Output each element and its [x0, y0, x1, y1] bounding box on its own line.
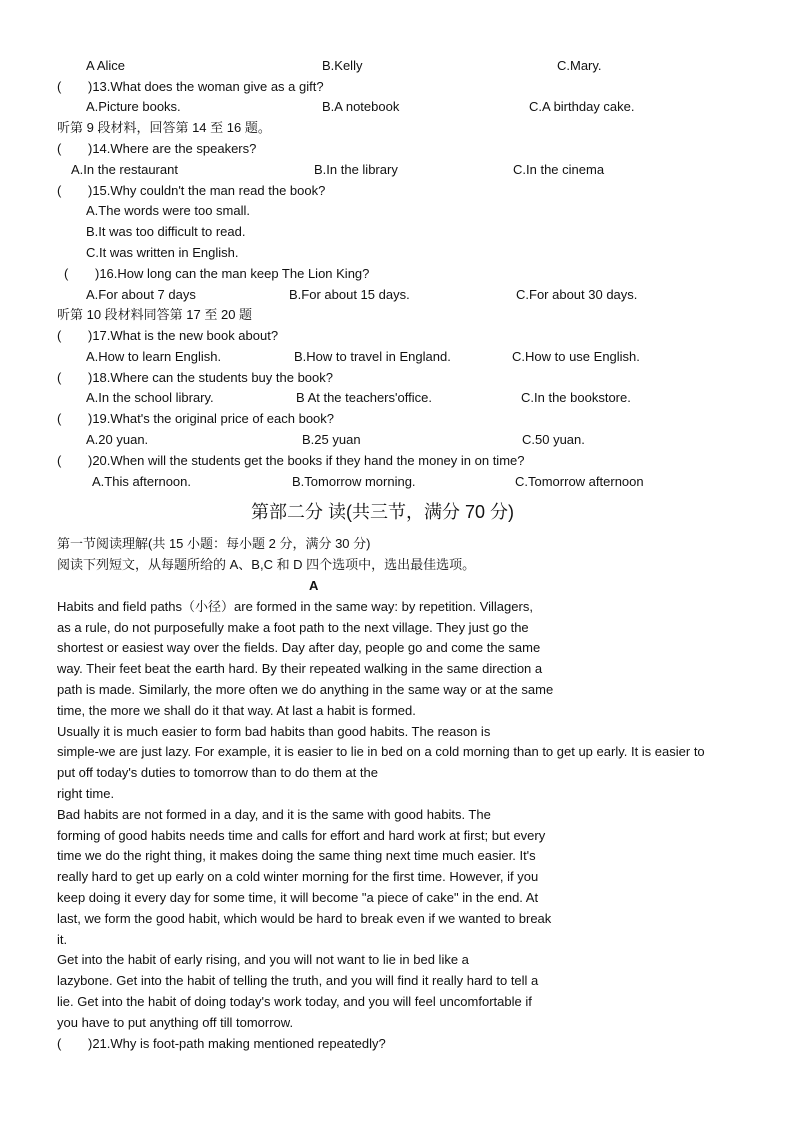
answer-paren: ( [57, 328, 62, 343]
question-text: )19.What's the original price of each book? [88, 411, 335, 426]
part-2-title: 第部二分 读(共三节，满分 70 分) [251, 502, 515, 522]
answer-paren: ( [57, 1036, 62, 1051]
option-b: B.25 yuan [302, 432, 361, 447]
passage-line: forming of good habits needs time and calls for effort and hard work at first; but every [57, 828, 546, 843]
passage-line: lazybone. Get into the habit of telling the truth, and you will find it really hard to tell a [57, 973, 539, 988]
option-a: A.This afternoon. [92, 474, 191, 489]
passage-line: Habits and field paths（小径）are formed in the same way: by repetition. Villagers, [57, 599, 533, 614]
answer-paren: ( [57, 141, 62, 156]
passage-line: time, the more we shall do it that way. At last a habit is formed. [57, 703, 416, 718]
passage-line: it. [57, 932, 68, 947]
answer-paren: ( [57, 411, 62, 426]
passage-line: put off today's duties to tomorrow than to do them at the [57, 765, 378, 780]
reading-instructions: 阅读下列短文，从每题所给的 A、B,C 和 D 四个选项中，选出最佳选项。 [57, 557, 476, 572]
answer-paren: ( [57, 79, 62, 94]
option-c: C.In the bookstore. [521, 390, 631, 405]
option-a: A.20 yuan. [86, 432, 149, 447]
passage-line: path is made. Similarly, the more often we do anything in the same way or at the same [57, 682, 554, 697]
option-c: C.How to use English. [512, 349, 640, 364]
answer-paren: ( [57, 183, 62, 198]
passage-line: really hard to get up early on a cold winter morning for the first time. However, if you [57, 869, 539, 884]
passage-line: simple-we are just lazy. For example, it is easier to lie in bed on a cold morning than to get up early. It is easier to [57, 744, 705, 759]
q12-option-c: C.Mary. [557, 58, 602, 73]
option-b: B.In the library [314, 162, 398, 177]
option-b: B At the teachers'office. [296, 390, 432, 405]
option-c: C.It was written in English. [86, 245, 239, 260]
passage-line: as a rule, do not purposefully make a foot path to the next village. They just go the [57, 620, 529, 635]
option-c: C.A birthday cake. [529, 99, 635, 114]
question-text: )17.What is the new book about? [88, 328, 279, 343]
q12-option-a: A Alice [86, 58, 126, 73]
option-b: B.Tomorrow morning. [292, 474, 416, 489]
option-a: A.The words were too small. [86, 203, 251, 218]
option-c: C.Tomorrow afternoon [515, 474, 644, 489]
passage-line: Bad habits are not formed in a day, and it is the same with good habits. The [57, 807, 491, 822]
passage-label: A [309, 578, 319, 593]
passage-line: Get into the habit of early rising, and you will not want to lie in bed like a [57, 952, 469, 967]
passage-line: Usually it is much easier to form bad habits than good habits. The reason is [57, 724, 491, 739]
passage-line: right time. [57, 786, 115, 801]
passage-line: last, we form the good habit, which would be hard to break even if we wanted to break [57, 911, 552, 926]
option-b: B.A notebook [322, 99, 400, 114]
option-b: B.For about 15 days. [289, 287, 410, 302]
option-b: B.It was too difficult to read. [86, 224, 246, 239]
option-a: A.How to learn English. [86, 349, 222, 364]
option-a: A.Picture books. [86, 99, 181, 114]
option-b: B.How to travel in England. [294, 349, 451, 364]
passage-line: time we do the right thing, it makes doing the same thing next time much easier. It's [57, 848, 536, 863]
option-a: A.For about 7 days [86, 287, 196, 302]
question-text: )20.When will the students get the books if they hand the money in on time? [88, 453, 525, 468]
question-text: )18.Where can the students buy the book? [88, 370, 333, 385]
option-c: C.50 yuan. [522, 432, 585, 447]
option-c: C.In the cinema [513, 162, 605, 177]
option-a: A.In the school library. [86, 390, 214, 405]
section-1-heading: 第一节阅读理解(共 15 小题：每小题 2 分，满分 30 分) [57, 536, 371, 551]
question-text: )21.Why is foot-path making mentioned repeatedly? [88, 1036, 386, 1051]
section-9-text: 听第 9 段材料，回答第 14 至 16 题。 [57, 120, 271, 135]
question-text: )15.Why couldn't the man read the book? [88, 183, 326, 198]
q12-option-b: B.Kelly [322, 58, 363, 73]
section-10-text: 听第 10 段材料同答第 17 至 20 题 [57, 307, 253, 322]
question-text: )13.What does the woman give as a gift? [88, 79, 324, 94]
answer-paren: ( [57, 453, 62, 468]
question-text: )16.How long can the man keep The Lion King? [95, 266, 370, 281]
answer-paren: ( [64, 266, 69, 281]
question-text: )14.Where are the speakers? [88, 141, 257, 156]
passage-line: lie. Get into the habit of doing today's work today, and you will feel uncomfortable if [57, 994, 532, 1009]
option-a: A.In the restaurant [71, 162, 178, 177]
passage-line: way. Their feet beat the earth hard. By their repeated walking in the same direction a [57, 661, 543, 676]
option-c: C.For about 30 days. [516, 287, 638, 302]
passage-line: you have to put anything off till tomorrow. [57, 1015, 294, 1030]
answer-paren: ( [57, 370, 62, 385]
passage-line: keep doing it every day for some time, it will become "a piece of cake" in the end. At [57, 890, 539, 905]
passage-line: shortest or easiest way over the fields. Day after day, people go and come the same [57, 640, 541, 655]
